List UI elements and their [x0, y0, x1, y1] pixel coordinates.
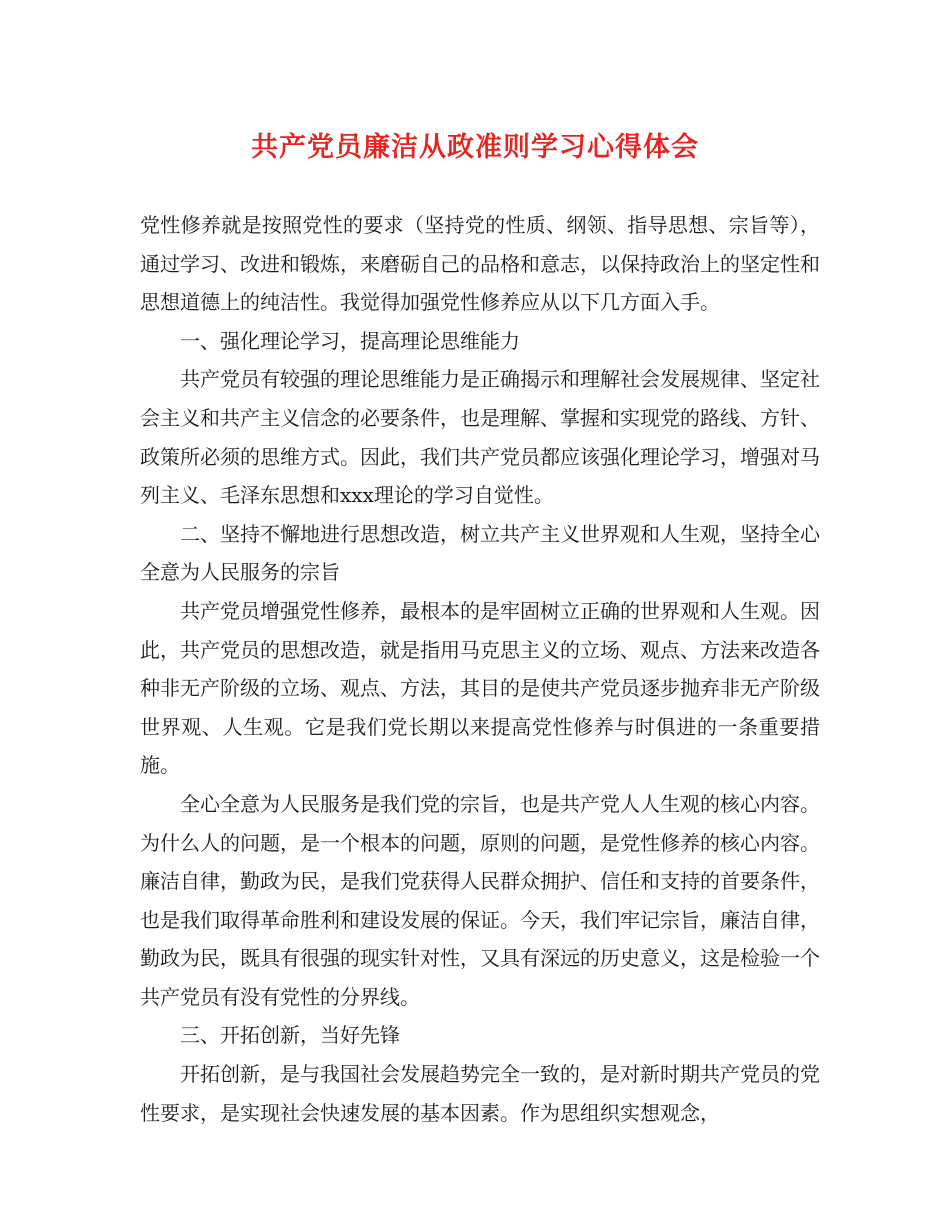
paragraph-4: 开拓创新，是与我国社会发展趋势完全一致的，是对新时期共产党员的党性要求，是实现社会快速发展的基本因素。作为思组织实想观念，: [140, 1062, 820, 1125]
paragraph-2: 共产党员增强党性修养，最根本的是牢固树立正确的世界观和人生观。因此，共产党员的思想改造，就是指用马克思主义的立场、观点、方法来改造各种非无产阶级的立场、观点、方法，其目的是使共产党员逐步抛弃非无产阶级世界观、人生观。它是我们党长期以来提高党性修养与时俱进的一条重要措施。: [140, 598, 820, 778]
document-body: [140, 206, 820, 1132]
paragraph-intro: 党性修养就是按照党性的要求（坚持党的性质、纲领、指导思想、宗旨等），通过学习、改进和锻炼，来磨砺自己的品格和意志，以保持政治上的坚定性和思想道德上的纯洁性。我觉得加强党性修养应从以下几方面入手。: [140, 213, 820, 315]
paragraph-1: 共产党员有较强的理论思维能力是正确揭示和理解社会发展规律、坚定社会主义和共产主义信念的必要条件，也是理解、掌握和实现党的路线、方针、政策所必须的思维方式。因此，我们共产党员都应该强化理论学习，增强对马列主义、毛泽东思想和xxx理论的学习自觉性。: [140, 367, 820, 508]
section-heading-1: 一、强化理论学习，提高理论思维能力: [180, 328, 520, 353]
section-heading-3: 三、开拓创新，当好先锋: [180, 1023, 400, 1048]
paragraph-3: 全心全意为人民服务是我们党的宗旨，也是共产党人人生观的核心内容。为什么人的问题，是一个根本的问题，原则的问题，是党性修养的核心内容。廉洁自律，勤政为民，是我们党获得人民群众拥护、信任和支持的首要条件，也是我们取得革命胜利和建设发展的保证。今天，我们牢记宗旨，廉洁自律，勤政为民，既具有很强的现实针对性，又具有深远的历史意义，这是检验一个共产党员有没有党性的分界线。: [140, 791, 820, 1009]
document-title: 共产党员廉洁从政准则学习心得体会: [251, 132, 699, 163]
section-heading-2: 二、坚持不懈地进行思想改造，树立共产主义世界观和人生观，坚持全心全意为人民服务的宗旨: [140, 521, 820, 585]
